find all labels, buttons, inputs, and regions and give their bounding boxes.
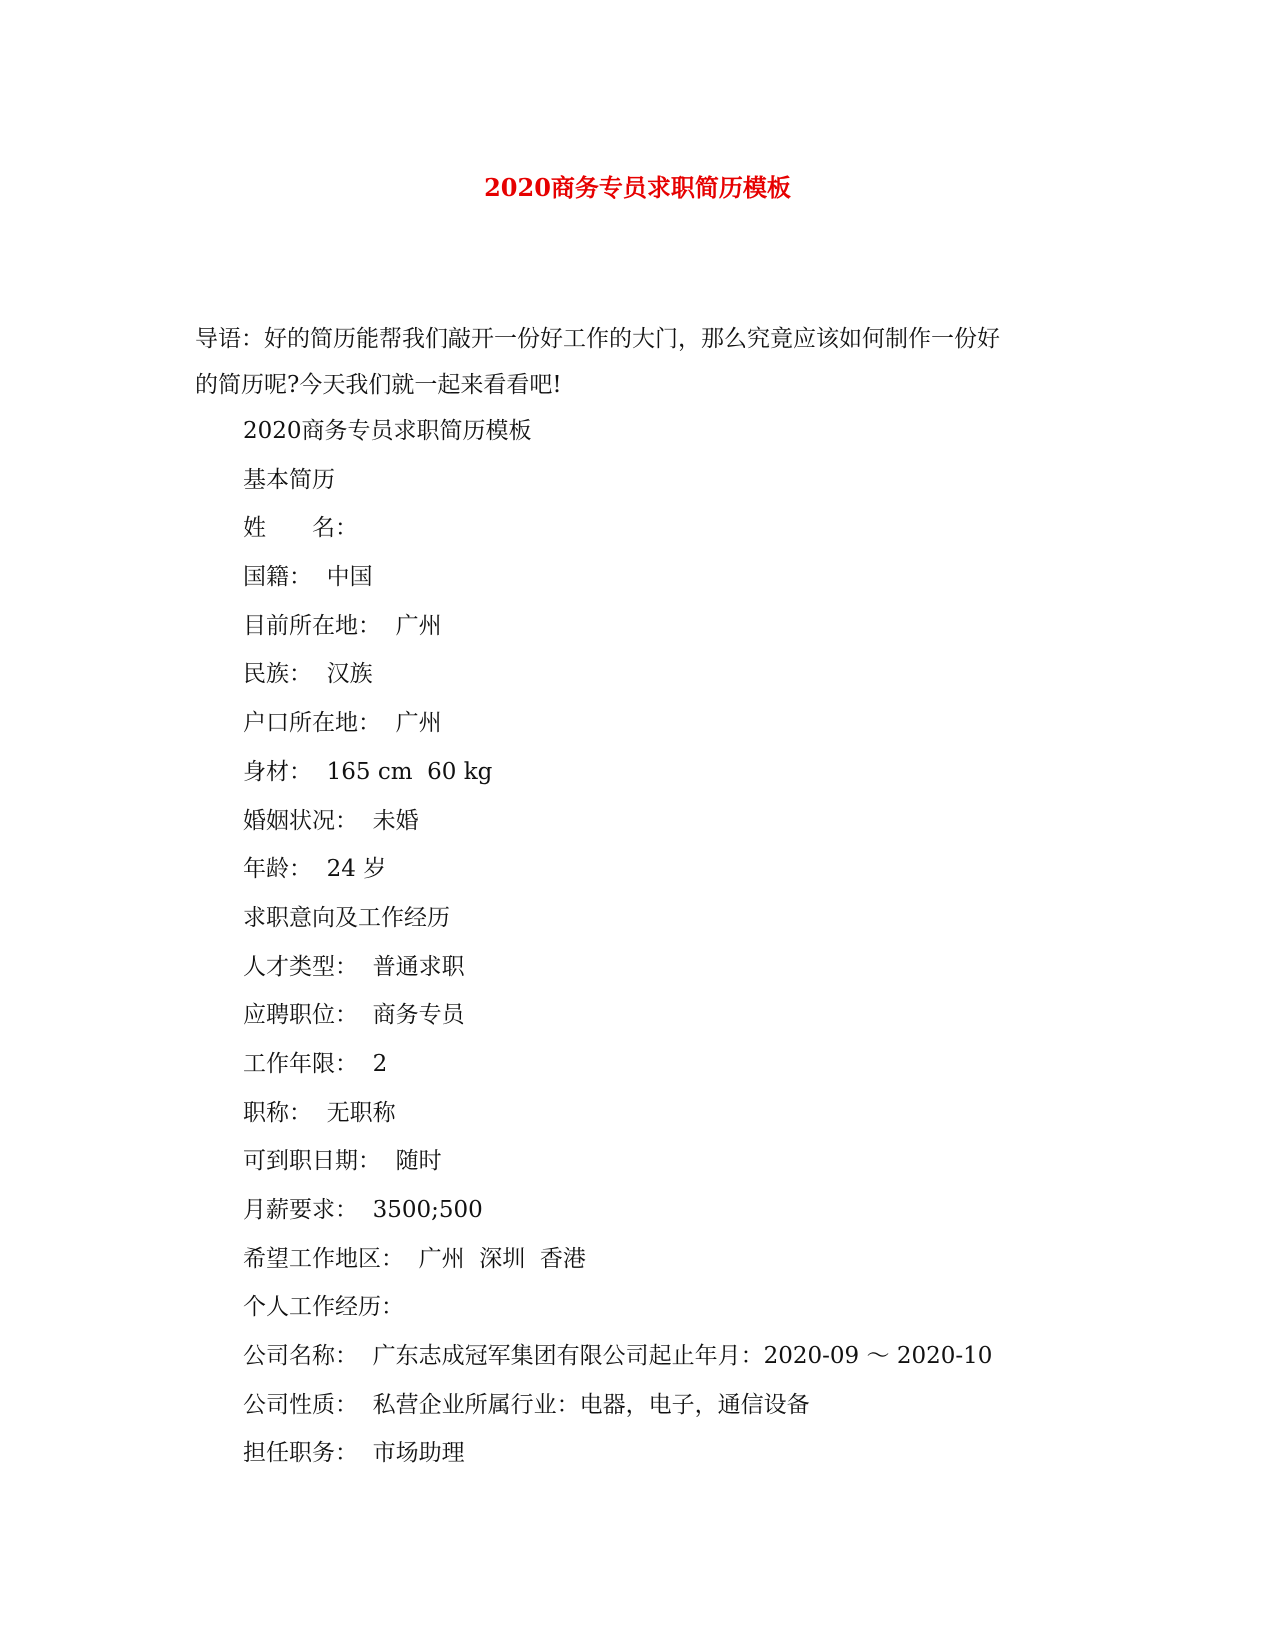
- resume-line: 公司名称： 广东志成冠军集团有限公司起止年月：2020-09 ～ 2020-10: [243, 1343, 993, 1370]
- resume-body: [243, 407, 1143, 1478]
- document-title: 2020商务专员求职简历模板: [484, 173, 791, 202]
- intro-line-2: 的简历呢?今天我们就一起来看看吧!: [195, 372, 562, 398]
- resume-line: 户口所在地： 广州: [243, 710, 442, 737]
- resume-line: 希望工作地区： 广州 深圳 香港: [243, 1245, 586, 1272]
- intro-line-1: 导语：好的简历能帮我们敲开一份好工作的大门，那么究竟应该如何制作一份好: [195, 326, 1000, 352]
- resume-line: 月薪要求： 3500;500: [243, 1197, 483, 1223]
- intro-paragraph: [195, 316, 1075, 408]
- resume-line: 2020商务专员求职简历模板: [243, 418, 532, 444]
- resume-line: 基本简历: [243, 466, 335, 493]
- resume-line: 公司性质： 私营企业所属行业：电器，电子，通信设备: [243, 1391, 810, 1418]
- resume-line: 国籍： 中国: [243, 564, 373, 591]
- resume-line: 身材： 165 cm 60 kg: [243, 758, 493, 785]
- resume-line: 年龄： 24 岁: [243, 856, 387, 883]
- resume-line: 姓 名：: [243, 515, 358, 542]
- resume-line: 民族： 汉族: [243, 661, 373, 688]
- resume-line: 应聘职位： 商务专员: [243, 1002, 465, 1029]
- resume-line: 工作年限： 2: [243, 1050, 388, 1077]
- resume-line: 目前所在地： 广州: [243, 612, 442, 639]
- resume-line: 人才类型： 普通求职: [243, 953, 465, 980]
- resume-line: 个人工作经历：: [243, 1294, 404, 1321]
- resume-line: 可到职日期： 随时: [243, 1148, 442, 1175]
- resume-line: 职称： 无职称: [243, 1099, 396, 1126]
- resume-line: 担任职务： 市场助理: [243, 1440, 465, 1467]
- resume-line: 求职意向及工作经历: [243, 904, 450, 931]
- resume-line: 婚姻状况： 未婚: [243, 807, 419, 834]
